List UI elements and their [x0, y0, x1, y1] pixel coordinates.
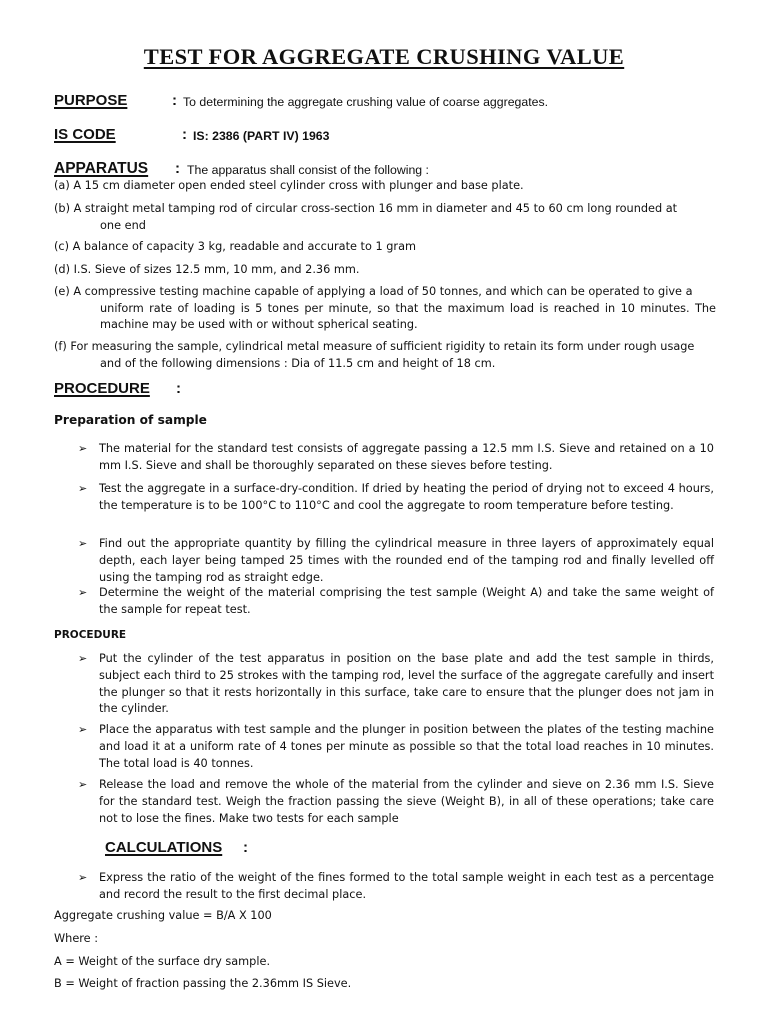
bullet-arrow-icon: ➢ — [78, 652, 88, 665]
document-title: TEST FOR AGGREGATE CRUSHING VALUE — [143, 44, 625, 69]
purpose-label: PURPOSE — [54, 92, 128, 109]
apparatus-item-text: (d) I.S. Sieve of sizes 12.5 mm, 10 mm, and 2.36 mm. — [54, 263, 360, 276]
is-code-colon: : — [182, 126, 187, 143]
apparatus-item-continuation: one end — [100, 218, 146, 232]
apparatus-item-a — [54, 178, 716, 195]
crushing-value-formula: Aggregate crushing value = B/A X 100 — [54, 909, 272, 922]
preparation-heading: Preparation of sample — [54, 413, 207, 427]
apparatus-item-continuation: and of the following dimensions : Dia of 11.5 cm and height of 18 cm. — [100, 356, 496, 370]
bullet-arrow-icon: ➢ — [78, 442, 88, 455]
purpose-colon: : — [172, 92, 177, 109]
prep-bullet: Test the aggregate in a surface-dry-condition. If dried by heating the period of drying not to exceed 4 hours, the temperature is to be 100°C to 110°C and cool the aggregate to room temperature before testing. — [99, 482, 714, 512]
purpose-text: To determining the aggregate crushing value of coarse aggregates. — [183, 95, 549, 109]
bullet-arrow-icon: ➢ — [78, 586, 88, 599]
bullet-arrow-icon: ➢ — [78, 778, 88, 791]
apparatus-item-d — [54, 262, 716, 279]
procedure-step: Release the load and remove the whole of the material from the cylinder and sieve on 2.36 mm I.S. Sieve for the standard test. Weigh the fraction passing the sieve (Weight B), in all of these operations; take care not to lose the fines. Make two tests for each sample — [99, 778, 714, 825]
calculations-label: CALCULATIONS — [105, 839, 223, 856]
prep-bullet: Find out the appropriate quantity by filling the cylindrical measure in three layers of approximately equal depth, each layer being tamped 25 times with the rounded end of the tamping rod and finally levelled off using the tamping rod as straight edge. — [99, 537, 714, 584]
procedure-colon: : — [176, 380, 181, 397]
calculations-colon: : — [243, 839, 248, 856]
definition-a: A = Weight of the surface dry sample. — [54, 955, 271, 968]
bullet-arrow-icon: ➢ — [78, 537, 88, 550]
bullet-arrow-icon: ➢ — [78, 871, 88, 884]
definition-b: B = Weight of fraction passing the 2.36mm IS Sieve. — [54, 977, 352, 990]
apparatus-item-text: (e) A compressive testing machine capable of applying a load of 50 tonnes, and which can be operated to give a — [54, 285, 693, 298]
apparatus-item-c — [54, 239, 716, 256]
procedure-step: Place the apparatus with test sample and the plunger in position between the plates of the testing machine and load it at a uniform rate of 4 tones per minute as possible so that the total load reaches in 10 minutes. The total load is 40 tonnes. — [99, 723, 714, 770]
apparatus-item-text: (f) For measuring the sample, cylindrical metal measure of sufficient rigidity to retain its form under rough usage — [54, 340, 695, 353]
apparatus-item-text: (c) A balance of capacity 3 kg, readable and accurate to 1 gram — [54, 240, 416, 253]
apparatus-item-b — [54, 201, 716, 234]
apparatus-item-f — [54, 339, 716, 372]
apparatus-colon: : — [175, 160, 180, 177]
bullet-arrow-icon: ➢ — [78, 482, 88, 495]
apparatus-item-text: (b) A straight metal tamping rod of circular cross-section 16 mm in diameter and 45 to 60 cm long rounded at — [54, 202, 678, 215]
apparatus-item-text: (a) A 15 cm diameter open ended steel cylinder cross with plunger and base plate. — [54, 179, 524, 192]
apparatus-intro: The apparatus shall consist of the following : — [187, 163, 429, 177]
where-label: Where : — [54, 932, 99, 945]
procedure-subheading: PROCEDURE — [54, 629, 127, 641]
apparatus-label: APPARATUS — [54, 160, 149, 177]
apparatus-item-e — [54, 284, 716, 334]
calculations-bullet: Express the ratio of the weight of the fines formed to the total sample weight in each test as a percentage and record the result to the first decimal place. — [99, 871, 714, 901]
bullet-arrow-icon: ➢ — [78, 723, 88, 736]
apparatus-item-continuation: uniform rate of loading is 5 tones per minute, so that the maximum load is reached in 10 minutes. The machine may be used with or without spherical seating. — [100, 301, 716, 331]
is-code-label: IS CODE — [54, 126, 116, 143]
prep-bullet: Determine the weight of the material comprising the test sample (Weight A) and take the same weight of the sample for repeat test. — [99, 586, 714, 616]
procedure-label: PROCEDURE — [54, 380, 150, 397]
procedure-step: Put the cylinder of the test apparatus in position on the base plate and add the test sample in thirds, subject each third to 25 strokes with the tamping rod, level the surface of the aggregate carefully and insert the plunger so that it rests horizontally in this surface, take care to ensure that the plunger does not jam in the cylinder. — [99, 652, 714, 716]
prep-bullet: The material for the standard test consists of aggregate passing a 12.5 mm I.S. Sieve and retained on a 10 mm I.S. Sieve and shall be thoroughly separated on these sieves before testing. — [99, 442, 714, 472]
is-code-text: IS: 2386 (PART IV) 1963 — [193, 129, 330, 143]
